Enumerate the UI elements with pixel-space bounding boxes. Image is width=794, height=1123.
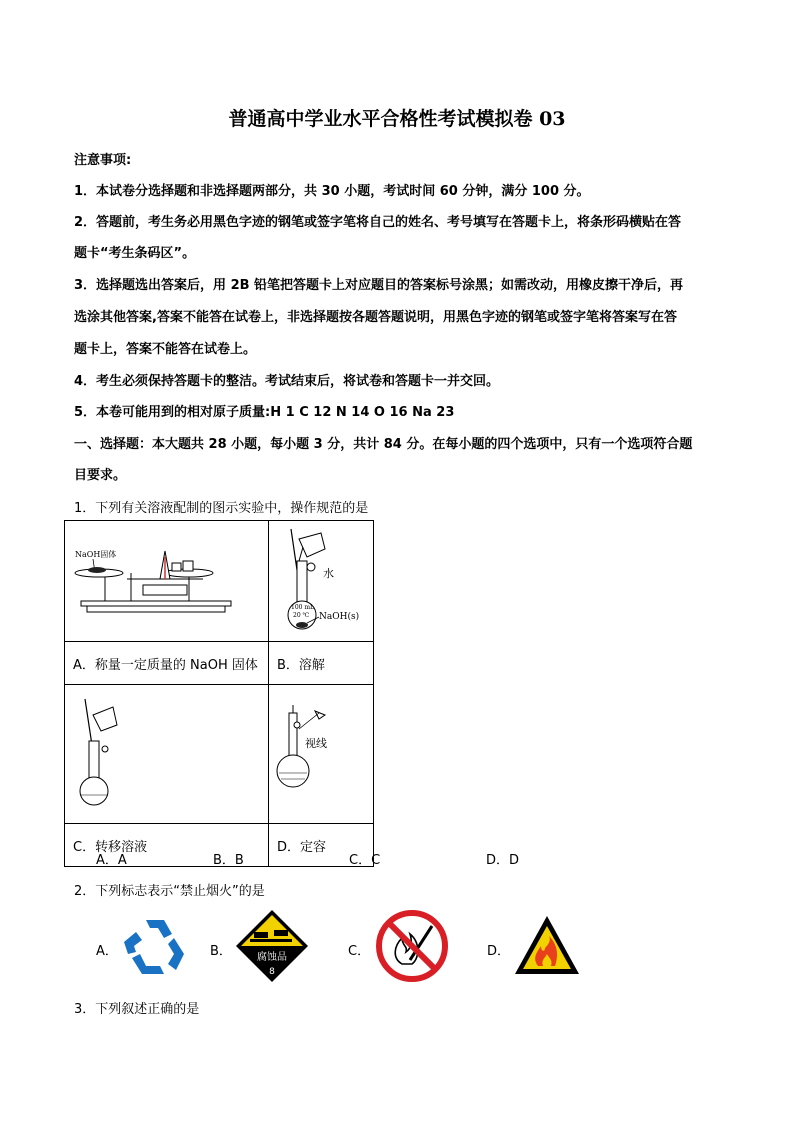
corrosive-text: 腐蚀品: [257, 952, 287, 963]
note-line: 3．选择题选出答案后，用 2B 铅笔把答题卡上对应题目的答案标号涂黑；如需改动，用橡皮擦干净后，再: [74, 278, 684, 293]
question-3-stem: 3．下列叙述正确的是: [74, 1002, 200, 1017]
option-c-image: [65, 685, 269, 824]
sight-line-label: 视线: [305, 737, 327, 750]
q2-option-c-label[interactable]: C．: [348, 944, 371, 959]
option-c[interactable]: C．C: [349, 853, 381, 868]
note-line: 选涂其他答案,答案不能答在试卷上，非选择题按各题答题说明，用黑色字迹的钢笔或签字笔将答案写在答: [74, 310, 677, 325]
question-2-stem: 2．下列标志表示“禁止烟火”的是: [74, 884, 265, 899]
question-1-stem: 1．下列有关溶液配制的图示实验中，操作规范的是: [74, 501, 369, 516]
notes-heading: 注意事项:: [74, 153, 132, 168]
option-b-caption: B．溶解: [269, 642, 374, 685]
corrosive-icon: [234, 908, 310, 984]
q2-option-a-label[interactable]: A．: [96, 944, 118, 959]
note-line: 题卡上，答案不能答在试卷上。: [74, 342, 257, 357]
option-d[interactable]: D．D: [486, 853, 520, 868]
naoh-s-label: NaOH(s): [319, 612, 360, 622]
q2-option-b-label[interactable]: B．: [210, 944, 232, 959]
flask-volume-label: 100 mL: [291, 604, 315, 611]
section-heading: 目要求。: [74, 468, 127, 483]
page-title: 普通高中学业水平合格性考试模拟卷 03: [228, 108, 566, 130]
option-c-caption: C．转移溶液: [65, 824, 269, 867]
question-1-table: [64, 520, 374, 867]
section-heading: 一、选择题：本大题共 28 小题，每小题 3 分，共计 84 分。在每小题的四个选项中，只有一个选项符合题: [74, 437, 693, 452]
note-line: 题卡“考生条码区”。: [74, 246, 196, 261]
option-b-image: [269, 521, 374, 642]
note-line: 2．答题前，考生务必用黑色字迹的钢笔或签字笔将自己的姓名、考号填写在答题卡上，将条形码横贴在答: [74, 215, 682, 230]
corrosive-class: 8: [269, 967, 275, 977]
note-line: 5．本卷可能用到的相对原子质量:H 1 C 12 N 14 O 16 Na 23: [74, 405, 455, 420]
option-a[interactable]: A．A: [96, 853, 127, 868]
option-b[interactable]: B．B: [213, 853, 244, 868]
option-a-image: [65, 521, 269, 642]
note-line: 4．考生必须保持答题卡的整洁。考试结束后，将试卷和答题卡一并交回。: [74, 374, 500, 389]
option-d-caption: D．定容: [269, 824, 374, 867]
note-line: 1．本试卷分选择题和非选择题两部分，共 30 小题，考试时间 60 分钟，满分 100 分。: [74, 184, 590, 199]
no-fire-icon: [374, 908, 450, 984]
flask-temp-label: 20 ℃: [293, 612, 310, 619]
option-a-caption: A．称量一定质量的 NaOH 固体: [65, 642, 269, 685]
recycle-icon: [120, 914, 190, 978]
option-d-image: [269, 685, 374, 824]
water-label: 水: [323, 567, 334, 580]
q2-option-d-label[interactable]: D．: [487, 944, 511, 959]
flammable-warning-icon: [513, 914, 581, 978]
naoh-solid-label: NaOH固体: [75, 550, 117, 559]
